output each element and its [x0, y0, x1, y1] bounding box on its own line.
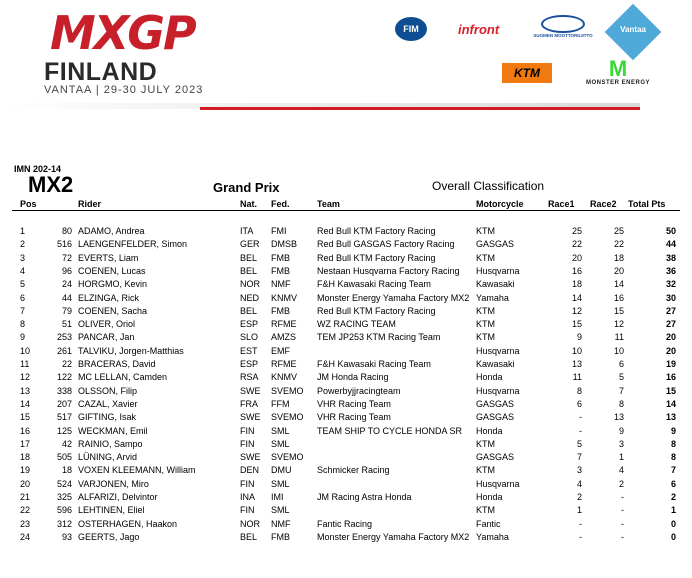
team: JM Racing Astra Honda	[317, 492, 412, 502]
total-points: 36	[665, 265, 676, 276]
rider-number: 325	[56, 492, 72, 502]
federation: SML	[271, 438, 290, 449]
federation: SML	[271, 505, 290, 516]
team: TEM JP253 KTM Racing Team	[317, 332, 441, 343]
nationality: FRA	[240, 398, 258, 409]
nationality: GER	[240, 239, 260, 250]
federation: DMU	[271, 465, 292, 476]
nationality: FIN	[240, 505, 255, 516]
race2-points: 18	[613, 252, 624, 263]
table-row	[0, 451, 692, 464]
rider-name: ELZINGA, Rick	[78, 292, 140, 303]
rider-number: 93	[61, 531, 72, 542]
total-points: 50	[665, 226, 676, 236]
table-row	[0, 385, 692, 398]
motorcycle: Kawasaki	[476, 279, 515, 290]
nationality: ESP	[240, 319, 259, 330]
nationality: RSA	[240, 372, 259, 383]
team: Red Bull KTM Factory Racing	[317, 305, 436, 316]
table-row	[0, 345, 692, 358]
rider-number: 517	[56, 412, 72, 423]
class-title: MX2	[28, 172, 74, 197]
race2-points: 5	[618, 372, 624, 383]
rider-name: LAENGENFELDER, Simon	[78, 239, 188, 250]
rider-number: 122	[56, 372, 72, 383]
race2-points: -	[621, 518, 624, 529]
col-header-race1: Race1	[548, 199, 575, 209]
rider-number: 516	[56, 239, 72, 250]
table-row	[0, 478, 692, 491]
rider-number: 125	[56, 425, 72, 436]
table-row	[0, 411, 692, 424]
nationality: BEL	[240, 252, 258, 263]
rider-name: TALVIKU, Jorgen-Matthias	[78, 345, 184, 356]
race1-points: 9	[576, 332, 582, 343]
rider-number: 24	[61, 279, 72, 290]
nationality: DEN	[240, 465, 260, 476]
motorcycle: KTM	[476, 465, 495, 476]
race2-points: -	[621, 505, 624, 516]
pos: 7	[20, 305, 26, 316]
monster-claw-icon: M	[608, 56, 628, 81]
total-points: 19	[665, 359, 676, 369]
race1-points: 18	[571, 279, 582, 290]
federation: KNMV	[271, 292, 298, 303]
table-row	[0, 318, 692, 331]
race2-points: 4	[618, 465, 624, 476]
team: VHR Racing Team	[317, 412, 391, 423]
federation: AMZS	[271, 332, 297, 343]
table-row	[0, 278, 692, 291]
federation: SVEMO	[271, 385, 304, 396]
federation: SML	[271, 478, 290, 489]
race1-points: 1	[576, 505, 582, 516]
motorcycle: KTM	[476, 505, 495, 516]
team: VHR Racing Team	[317, 398, 391, 409]
race1-points: 11	[572, 372, 582, 383]
pos: 24	[20, 531, 31, 542]
federation: SML	[271, 425, 290, 436]
pos: 19	[20, 465, 31, 476]
table-row	[0, 425, 692, 438]
motorcycle: Honda	[476, 372, 503, 383]
nationality: SWE	[240, 452, 261, 463]
rider-name: COENEN, Sacha	[78, 305, 148, 316]
rider-name: GIFTING, Isak	[78, 412, 137, 423]
table-row	[0, 464, 692, 477]
federation: FMB	[271, 252, 290, 263]
motorcycle: KTM	[476, 226, 495, 236]
motorcycle: KTM	[476, 332, 495, 343]
race1-points: 8	[576, 385, 582, 396]
motorcycle: Husqvarna	[476, 345, 520, 356]
table-row	[0, 305, 692, 318]
race2-points: 12	[613, 319, 624, 330]
rider-name: OLIVER, Oriol	[78, 319, 136, 330]
motorcycle: Yamaha	[476, 292, 509, 303]
pos: 17	[20, 438, 31, 449]
total-points: 20	[665, 345, 676, 356]
federation: KNMV	[271, 372, 298, 383]
race2-points: 25	[613, 226, 624, 236]
table-row	[0, 371, 692, 384]
race2-points: 9	[618, 425, 624, 436]
total-points: 27	[665, 305, 676, 316]
race1-points: 13	[571, 359, 582, 369]
section-title: Grand Prix	[213, 180, 280, 195]
motorcycle: KTM	[476, 305, 495, 316]
race1-points: -	[579, 425, 582, 436]
total-points: 9	[670, 425, 676, 436]
rider-name: CAZAL, Xavier	[78, 398, 138, 409]
motorcycle: GASGAS	[476, 452, 515, 463]
motorcycle: Honda	[476, 425, 503, 436]
nationality: INA	[240, 492, 256, 502]
race2-points: 16	[613, 292, 624, 303]
ktm-logo: KTM	[502, 63, 552, 83]
federation: FMI	[271, 226, 287, 236]
total-points: 8	[670, 452, 676, 463]
rider-name: MC LELLAN, Camden	[78, 372, 168, 383]
rider-name: ALFARIZI, Delvintor	[78, 492, 158, 502]
motorcycle: Husqvarna	[476, 478, 520, 489]
total-points: 38	[665, 252, 676, 263]
race2-points: 10	[613, 345, 624, 356]
nationality: SLO	[240, 332, 259, 343]
total-points: 0	[670, 518, 676, 529]
total-points: 6	[670, 478, 676, 489]
race2-points: 14	[613, 279, 624, 290]
race2-points: 22	[613, 239, 624, 250]
motorcycle: GASGAS	[476, 239, 515, 250]
pos: 23	[20, 518, 31, 529]
rider-name: GEERTS, Jago	[78, 531, 140, 542]
pos: 12	[20, 372, 31, 383]
rider-number: 253	[56, 332, 72, 343]
document-code: IMN 202-14	[14, 164, 62, 174]
race2-points: 8	[618, 398, 624, 409]
header-accent-line	[200, 107, 640, 110]
race2-points: 13	[613, 412, 624, 423]
table-row	[0, 518, 692, 531]
rider-number: 596	[56, 505, 72, 516]
race1-points: 20	[571, 252, 582, 263]
pos: 14	[20, 398, 31, 409]
total-points: 27	[665, 319, 676, 330]
pos: 2	[20, 239, 26, 250]
nationality: SWE	[240, 412, 261, 423]
total-points: 1	[670, 505, 676, 516]
nationality: NOR	[240, 279, 260, 290]
total-points: 44	[665, 239, 676, 250]
col-header-pos: Pos	[20, 199, 37, 209]
rider-name: OLSSON, Filip	[78, 385, 138, 396]
pos: 15	[20, 412, 31, 423]
event-title: FINLAND	[44, 58, 158, 86]
nationality: BEL	[240, 531, 258, 542]
race1-points: 16	[571, 265, 582, 276]
pos: 3	[20, 252, 26, 263]
nationality: SWE	[240, 385, 261, 396]
total-points: 13	[665, 412, 676, 423]
nationality: NED	[240, 292, 260, 303]
nationality: FIN	[240, 438, 255, 449]
federation: NMF	[271, 279, 291, 290]
fim-logo: FIM	[395, 17, 427, 41]
race1-points: 14	[571, 292, 582, 303]
col-header-nat: Nat.	[240, 199, 258, 209]
suomen-ring-icon	[541, 15, 585, 33]
motorcycle: Husqvarna	[476, 385, 520, 396]
race1-points: 25	[571, 226, 582, 236]
pos: 16	[20, 425, 31, 436]
table-row	[0, 491, 692, 504]
nationality: FIN	[240, 478, 255, 489]
federation: SVEMO	[271, 412, 304, 423]
race2-points: 6	[618, 359, 624, 369]
motorcycle: KTM	[476, 319, 495, 330]
table-row	[0, 252, 692, 265]
motorcycle: Yamaha	[476, 531, 509, 542]
rider-name: VOXEN KLEEMANN, William	[78, 465, 196, 476]
race1-points: 10	[571, 345, 582, 356]
race1-points: -	[579, 531, 582, 542]
rider-number: 22	[61, 359, 72, 369]
race2-points: 1	[618, 452, 624, 463]
motorcycle: KTM	[476, 252, 495, 263]
team: F&H Kawasaki Racing Team	[317, 359, 431, 369]
col-header-fed: Fed.	[271, 199, 290, 209]
nationality: EST	[240, 345, 258, 356]
total-points: 30	[665, 292, 676, 303]
team: Nestaan Husqvarna Factory Racing	[317, 265, 460, 276]
race2-points: 11	[614, 332, 624, 343]
rider-number: 312	[56, 518, 72, 529]
pos: 21	[20, 492, 31, 502]
rider-name: BRACERAS, David	[78, 359, 156, 369]
race2-points: -	[621, 531, 624, 542]
col-header-motorcycle: Motorcycle	[476, 199, 524, 209]
classification-subtitle: Overall Classification	[432, 179, 545, 193]
total-points: 15	[665, 385, 676, 396]
rider-number: 80	[61, 226, 72, 236]
rider-name: HORGMO, Kevin	[78, 279, 148, 290]
table-row	[0, 504, 692, 517]
rider-name: OSTERHAGEN, Haakon	[78, 518, 178, 529]
table-row	[0, 438, 692, 451]
pos: 22	[20, 505, 31, 516]
total-points: 14	[665, 398, 676, 409]
team: Powerbyjjracingteam	[317, 385, 401, 396]
race2-points: 15	[613, 305, 624, 316]
team: F&H Kawasaki Racing Team	[317, 279, 431, 290]
mxgp-logo: MXGP	[50, 6, 195, 60]
race2-points: 3	[618, 438, 624, 449]
race1-points: 22	[571, 239, 582, 250]
rider-number: 44	[61, 292, 72, 303]
pos: 5	[20, 279, 26, 290]
motorcycle: GASGAS	[476, 412, 515, 423]
col-header-total: Total Pts	[628, 199, 666, 209]
nationality: ITA	[240, 226, 254, 236]
col-header-race2: Race2	[590, 199, 617, 209]
table-row	[0, 331, 692, 344]
race1-points: 5	[576, 438, 582, 449]
team: Schmicker Racing	[317, 465, 390, 476]
pos: 6	[20, 292, 26, 303]
total-points: 8	[670, 438, 676, 449]
rider-number: 72	[61, 252, 72, 263]
motorcycle: Honda	[476, 492, 503, 502]
race1-points: 6	[576, 398, 582, 409]
total-points: 7	[670, 465, 676, 476]
federation: FMB	[271, 305, 290, 316]
race1-points: 15	[571, 319, 582, 330]
race1-points: 4	[576, 478, 582, 489]
col-header-team: Team	[317, 199, 340, 209]
rider-name: RAINIO, Sampo	[78, 438, 143, 449]
motorcycle: Fantic	[476, 518, 501, 529]
header-rule	[12, 210, 680, 211]
event-subtitle: VANTAA | 29-30 JULY 2023	[44, 84, 204, 96]
rider-name: PANCAR, Jan	[78, 332, 135, 343]
team: Red Bull GASGAS Factory Racing	[317, 239, 455, 250]
rider-number: 18	[61, 465, 72, 476]
motorcycle: Husqvarna	[476, 265, 520, 276]
team: JM Honda Racing	[317, 372, 389, 383]
team: Fantic Racing	[317, 518, 373, 529]
race1-points: 7	[576, 452, 582, 463]
suomen-logo-text: SUOMEN MOOTTORILIITTO	[533, 33, 593, 38]
nationality: ESP	[240, 359, 259, 369]
total-points: 0	[670, 531, 676, 542]
nationality: BEL	[240, 265, 258, 276]
race1-points: -	[579, 412, 582, 423]
federation: FMB	[271, 531, 290, 542]
rider-name: LÜNING, Arvid	[78, 452, 138, 463]
pos: 10	[20, 345, 31, 356]
motorcycle: KTM	[476, 438, 495, 449]
nationality: NOR	[240, 518, 260, 529]
rider-number: 96	[61, 265, 72, 276]
rider-name: WECKMAN, Emil	[78, 425, 148, 436]
total-points: 2	[670, 492, 676, 502]
table-row	[0, 398, 692, 411]
race2-points: 20	[613, 265, 624, 276]
infront-logo: infront	[458, 22, 500, 37]
team: Monster Energy Yamaha Factory MX2	[317, 292, 470, 303]
team: WZ RACING TEAM	[317, 319, 396, 330]
total-points: 20	[665, 332, 676, 343]
rider-name: COENEN, Lucas	[78, 265, 146, 276]
pos: 20	[20, 478, 31, 489]
federation: SVEMO	[271, 452, 304, 463]
table-row	[0, 225, 692, 238]
federation: FFM	[271, 398, 290, 409]
table-row	[0, 265, 692, 278]
nationality: BEL	[240, 305, 258, 316]
federation: RFME	[271, 319, 297, 330]
rider-number: 79	[61, 305, 72, 316]
race1-points: 3	[576, 465, 582, 476]
vantaa-logo-text: Vantaa	[620, 25, 646, 34]
race1-points: 2	[576, 492, 582, 502]
federation: DMSB	[271, 239, 298, 250]
pos: 13	[20, 385, 31, 396]
team: Monster Energy Yamaha Factory MX2	[317, 531, 470, 542]
rider-name: LEHTINEN, Eliel	[78, 505, 145, 516]
monster-logo-text: MONSTER ENERGY	[585, 80, 650, 86]
rider-name: ADAMO, Andrea	[78, 226, 145, 236]
federation: RFME	[271, 359, 297, 369]
table-row	[0, 238, 692, 251]
rider-number: 338	[56, 385, 72, 396]
motorcycle: GASGAS	[476, 398, 515, 409]
motorcycle: Kawasaki	[476, 359, 515, 369]
team: Red Bull KTM Factory Racing	[317, 252, 436, 263]
race1-points: -	[579, 518, 582, 529]
rider-number: 524	[56, 478, 72, 489]
rider-name: VARJONEN, Miro	[78, 478, 149, 489]
nationality: FIN	[240, 425, 255, 436]
race1-points: 12	[571, 305, 582, 316]
total-points: 16	[665, 372, 676, 383]
total-points: 32	[665, 279, 676, 290]
pos: 8	[20, 319, 26, 330]
pos: 4	[20, 265, 26, 276]
table-row	[0, 531, 692, 544]
race2-points: 7	[618, 385, 624, 396]
suomen-moottoriliitto-logo	[523, 15, 603, 43]
monster-energy-logo	[583, 58, 653, 88]
col-header-rider: Rider	[78, 199, 102, 209]
pos: 1	[20, 226, 26, 236]
federation: EMF	[271, 345, 290, 356]
rider-number: 51	[61, 319, 72, 330]
federation: IMI	[271, 492, 284, 502]
rider-number: 505	[56, 452, 72, 463]
race2-points: -	[621, 492, 624, 502]
rider-name: EVERTS, Liam	[78, 252, 139, 263]
team: TEAM SHIP TO CYCLE HONDA SR	[317, 425, 463, 436]
pos: 18	[20, 452, 31, 463]
team: Red Bull KTM Factory Racing	[317, 226, 436, 236]
table-row	[0, 292, 692, 305]
race2-points: 2	[618, 478, 624, 489]
pos: 11	[20, 359, 30, 369]
pos: 9	[20, 332, 26, 343]
federation: FMB	[271, 265, 290, 276]
table-row	[0, 358, 692, 371]
federation: NMF	[271, 518, 291, 529]
rider-number: 42	[61, 438, 72, 449]
rider-number: 207	[56, 398, 72, 409]
rider-number: 261	[56, 345, 72, 356]
